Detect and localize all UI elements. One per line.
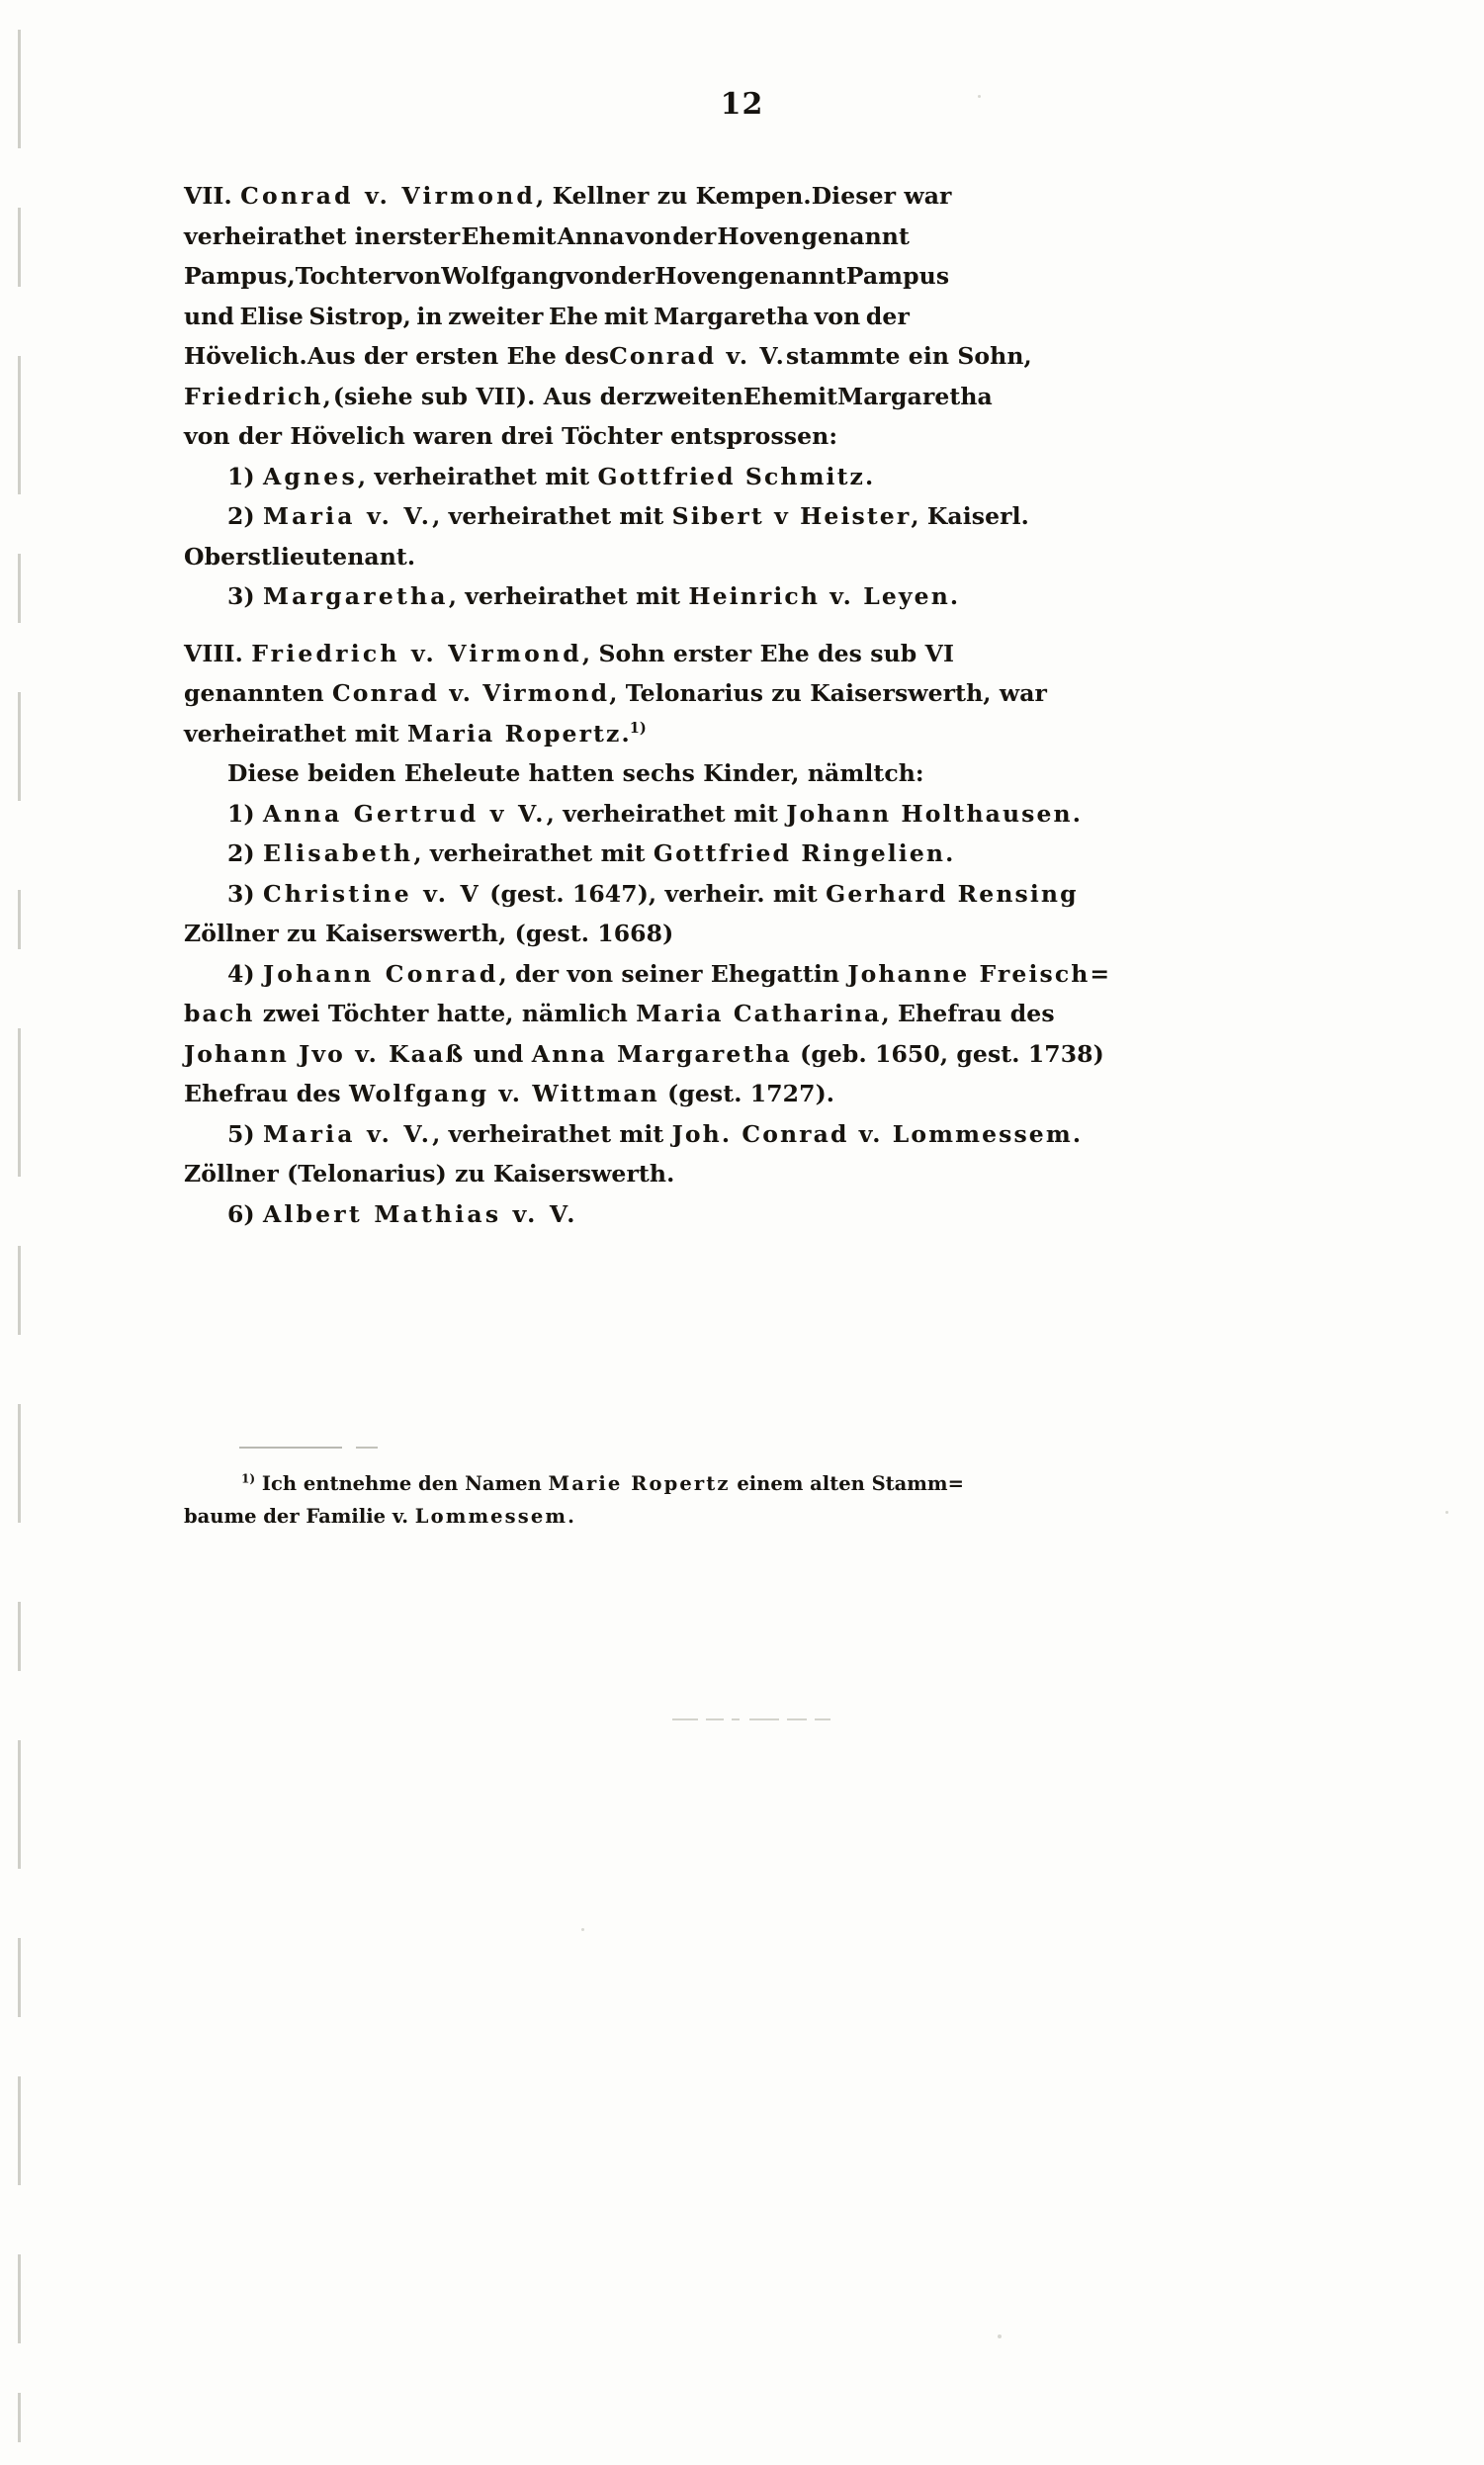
list-item	[184, 496, 1029, 537]
line-seg: .	[864, 462, 874, 490]
person-name-emphasis: Christine v. V	[262, 879, 481, 908]
line-seg: , Kellner zu Kempen.	[536, 182, 812, 210]
person-name-emphasis: Albert Mathias v. V.	[262, 1199, 578, 1228]
line-seg: zwei Töchter hatte, nämlich	[254, 1000, 637, 1027]
line-seg: mit	[603, 302, 649, 330]
list-item	[184, 794, 1082, 835]
line-seg: Hoven	[717, 221, 801, 250]
line-seg: Ich entnehme den Namen	[255, 1472, 549, 1495]
line-seg: Anna	[557, 221, 625, 250]
person-name-emphasis: Margaretha	[262, 582, 449, 610]
list-item-continuation	[184, 1034, 1104, 1075]
item-marker: 4)	[227, 959, 263, 988]
item-marker: 1)	[227, 799, 263, 828]
line-seg: , Ehefrau des	[881, 1000, 1055, 1027]
person-name-emphasis: Maria v. V.	[262, 1119, 433, 1148]
line-seg: zweiten	[643, 382, 743, 410]
text-line	[184, 714, 910, 754]
line-seg: Tochter	[295, 262, 395, 290]
person-name-emphasis: Maria Ropertz	[407, 719, 622, 748]
line-seg: (gest. 1727).	[658, 1080, 835, 1107]
line-seg: , der von seiner Ehegattin	[498, 959, 848, 988]
text-line: von der Hövelich waren drei Töchter entsprossen:	[184, 422, 838, 450]
line-seg: , Telonarius zu Kaiserswerth, war	[609, 679, 1047, 707]
section-viii-list	[184, 794, 1112, 1235]
line-seg: in	[416, 302, 443, 330]
line-seg: Ehefrau des	[184, 1080, 349, 1107]
line-seg: .	[945, 839, 954, 867]
person-name-emphasis: Conrad v. Virmond	[331, 679, 610, 707]
line-seg: mit	[511, 221, 557, 250]
footnote-marker: 1)	[241, 1471, 256, 1486]
person-name-emphasis: Heinrich v. Leyen	[688, 582, 950, 610]
line-seg: der	[865, 302, 910, 330]
scan-speck	[998, 2334, 1002, 2338]
person-name-emphasis: Lommessem	[414, 1505, 568, 1528]
line-seg: genannten	[184, 679, 332, 707]
person-name-emphasis: Anna Gertrud v V.	[262, 799, 547, 828]
line-seg: mit	[793, 382, 838, 410]
list-item	[184, 1114, 1082, 1155]
person-name-emphasis: Wolfgang v. Wittman	[348, 1080, 659, 1107]
line-seg: verheirathet in	[184, 221, 382, 250]
footnote-block	[184, 1467, 964, 1533]
text-line	[184, 336, 1032, 377]
line-seg: .	[949, 582, 959, 610]
line-seg: genannt	[738, 262, 846, 290]
section-numeral: VIII.	[184, 639, 252, 667]
line-seg: , verheirathet mit	[357, 462, 598, 490]
line-seg: verheirathet mit	[184, 719, 408, 748]
item-marker: 2)	[227, 839, 263, 867]
line-seg: der	[611, 262, 655, 290]
person-name-emphasis: Anna Margaretha	[531, 1039, 792, 1068]
person-name-emphasis: Gottfried Ringelien	[653, 839, 946, 867]
line-seg: (siehe sub VII). Aus der	[332, 382, 644, 410]
line-seg: , Sohn erster Ehe des sub VI	[581, 639, 955, 667]
text-line	[184, 217, 910, 257]
line-seg: baume der Familie v.	[184, 1505, 415, 1528]
line-seg: Ehe	[461, 221, 511, 250]
bottom-ornament	[672, 1718, 830, 1720]
list-item-continuation: Zöllner (Telonarius) zu Kaiserswerth.	[184, 1160, 675, 1188]
line-seg: Pampus	[845, 262, 950, 290]
line-seg: , verheirathet mit	[546, 799, 787, 828]
item-marker: 6)	[227, 1199, 263, 1228]
list-item	[184, 1194, 910, 1235]
line-seg: .	[567, 1505, 574, 1528]
line-seg: Ehe	[742, 382, 794, 410]
person-name-emphasis: Marie Ropertz	[548, 1472, 731, 1495]
list-item	[184, 834, 954, 874]
person-name-emphasis: Gerhard Rensing	[826, 879, 1079, 908]
item-marker: 3)	[227, 582, 263, 610]
person-name-emphasis: Johann Holthausen	[786, 799, 1073, 828]
text-line	[184, 256, 950, 297]
scan-speck	[581, 1928, 584, 1931]
line-seg: Aus der ersten Ehe des	[306, 342, 610, 370]
list-item	[184, 874, 1079, 915]
person-name-emphasis: Johann Jvo v. Kaaß	[184, 1039, 466, 1068]
line-seg: von	[394, 262, 442, 290]
line-seg: und	[184, 302, 234, 330]
line-seg: von	[625, 221, 672, 250]
line-seg: Wolfgang	[441, 262, 566, 290]
scan-speck	[1445, 1511, 1448, 1514]
person-name-emphasis: Johanne Freisch=	[847, 959, 1112, 988]
footnote-reference[interactable]: 1)	[629, 719, 647, 737]
person-name-emphasis: bach	[184, 1000, 255, 1027]
section-viii-paragraph	[184, 634, 1047, 754]
line-seg: Dieser war	[811, 182, 952, 210]
person-name-emphasis: Joh. Conrad v. Lommessem	[671, 1119, 1073, 1148]
item-marker: 2)	[227, 502, 263, 530]
line-seg: erster	[382, 221, 461, 250]
list-item	[184, 954, 1112, 995]
line-seg: genannt	[801, 221, 910, 250]
line-seg: der	[672, 221, 717, 250]
section-vii-list	[184, 457, 1029, 617]
person-name-emphasis: Friedrich,	[184, 382, 333, 410]
line-seg: , verheirathet mit	[432, 1119, 672, 1148]
page-number: 12	[720, 87, 764, 122]
line-seg: zweiter	[448, 302, 544, 330]
list-item-continuation	[184, 994, 1055, 1034]
person-name-emphasis: Friedrich v. Virmond	[251, 639, 582, 667]
line-seg: (geb. 1650, gest. 1738)	[791, 1039, 1104, 1068]
footnote-separator	[239, 1447, 342, 1449]
line-seg: von	[814, 302, 861, 330]
list-item-continuation: Oberstlieutenant.	[184, 542, 416, 571]
line-seg: , Kaiserl.	[911, 502, 1029, 530]
person-name-emphasis: Sibert v Heister	[671, 502, 912, 530]
line-seg: einem alten Stamm=	[730, 1472, 964, 1495]
line-seg: .	[1072, 799, 1082, 828]
text-line	[184, 673, 1047, 714]
scan-edge-artifacts	[18, 0, 24, 2465]
person-name-emphasis: Gottfried Schmitz	[597, 462, 865, 490]
item-marker: 3)	[227, 879, 263, 908]
text-line	[184, 176, 952, 217]
line-seg: Margaretha	[837, 382, 993, 410]
line-seg: , verheirathet mit	[432, 502, 672, 530]
line-seg: von	[565, 262, 612, 290]
line-seg: Ehe	[549, 302, 599, 330]
line-seg: .	[621, 719, 630, 748]
footnote-line	[184, 1500, 910, 1533]
footnote-line	[184, 1467, 964, 1500]
item-marker: 5)	[227, 1119, 263, 1148]
line-seg: VII.	[184, 182, 241, 210]
item-marker: 1)	[227, 462, 263, 490]
list-item	[184, 576, 959, 617]
list-item-continuation	[184, 1074, 910, 1114]
person-name-emphasis: Agnes	[262, 462, 358, 490]
person-name-emphasis: Maria Catharina	[636, 1000, 882, 1027]
text-line	[184, 377, 993, 417]
person-name-emphasis: Conrad v. Virmond	[240, 182, 537, 210]
text-line	[184, 297, 910, 337]
line-seg: Margaretha	[654, 302, 810, 330]
person-name-emphasis: Johann Conrad	[262, 959, 499, 988]
line-seg: Pampus,	[184, 262, 296, 290]
person-name-emphasis: Elisabeth	[262, 839, 414, 867]
line-seg: , verheirathet mit	[448, 582, 689, 610]
line-seg: Hoven	[655, 262, 739, 290]
list-item	[184, 457, 910, 497]
person-name-emphasis: Conrad v. V.	[609, 342, 786, 370]
line-seg: Hövelich.	[184, 342, 307, 370]
line-seg: und	[465, 1039, 532, 1068]
line-seg: Sistrop,	[308, 302, 411, 330]
line-seg: , verheirathet mit	[413, 839, 654, 867]
person-name-emphasis: Maria v. V.	[262, 502, 433, 530]
line-seg: Elise	[239, 302, 304, 330]
body-text	[184, 176, 1112, 1234]
line-seg: stammte ein Sohn,	[785, 342, 1032, 370]
list-item-continuation: Zöllner zu Kaiserswerth, (gest. 1668)	[184, 920, 674, 947]
line-seg: (gest. 1647), verheir. mit	[480, 879, 827, 908]
section-vii-paragraph	[184, 176, 1032, 457]
text-line	[184, 634, 955, 674]
section-viii-intro: Diese beiden Eheleute hatten sechs Kinder, nämltch:	[227, 759, 924, 787]
line-seg: .	[1072, 1119, 1082, 1148]
